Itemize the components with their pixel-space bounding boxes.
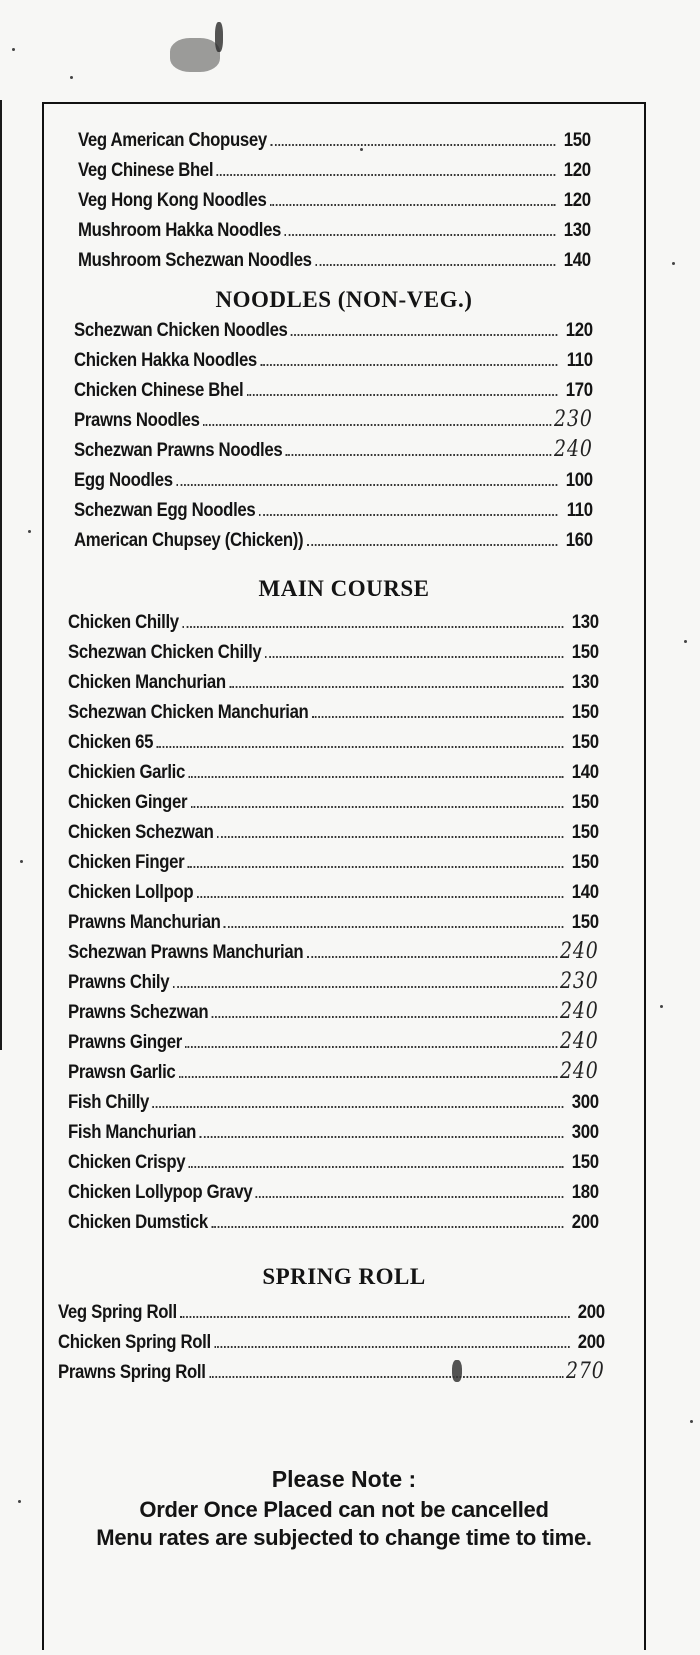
- scan-speck: [12, 48, 15, 51]
- item-price: 150: [571, 911, 599, 933]
- item-price: 150: [571, 731, 599, 753]
- item-price: 150: [571, 641, 599, 663]
- item-price: 140: [571, 881, 599, 903]
- scan-blot: [215, 22, 223, 52]
- menu-item: [68, 664, 599, 694]
- leader-dots: [203, 424, 551, 426]
- menu-item: [68, 724, 599, 754]
- item-name: Chicken Hakka Noodles: [74, 349, 257, 371]
- item-name: Schezwan Chicken Noodles: [74, 319, 288, 341]
- item-price: 120: [565, 319, 593, 341]
- menu-item: [58, 1354, 605, 1384]
- item-price-handwritten: 240: [560, 1029, 599, 1054]
- scan-speck: [672, 262, 675, 265]
- leader-dots: [307, 544, 558, 546]
- item-price: 150: [571, 821, 599, 843]
- menu-item: [68, 1204, 599, 1234]
- item-price-handwritten: 240: [554, 437, 593, 462]
- menu-item: [78, 242, 591, 272]
- menu-item: [58, 1324, 605, 1354]
- leader-dots: [200, 1136, 564, 1138]
- menu-item: [68, 964, 599, 994]
- leader-dots: [284, 234, 555, 236]
- scan-speck: [18, 1500, 21, 1503]
- leader-dots: [211, 1226, 563, 1228]
- item-price: 130: [571, 611, 599, 633]
- item-price: 300: [571, 1091, 599, 1113]
- menu-item: [68, 1174, 599, 1204]
- item-price: 110: [566, 349, 593, 371]
- menu-item: [74, 432, 593, 462]
- leader-dots: [152, 1106, 563, 1108]
- item-name: American Chupsey (Chicken)): [74, 529, 304, 551]
- menu-item: [68, 694, 599, 724]
- veg-noodles-list: [44, 122, 644, 272]
- scan-speck: [660, 1005, 663, 1008]
- leader-dots: [214, 1346, 569, 1348]
- item-price: 300: [571, 1121, 599, 1143]
- menu-item: [68, 784, 599, 814]
- menu-item: [68, 874, 599, 904]
- leader-dots: [185, 1046, 557, 1048]
- item-name: Schezwan Prawns Manchurian: [68, 941, 304, 963]
- item-name: Prawns Noodles: [74, 409, 200, 431]
- note-title: Please Note :: [271, 1466, 417, 1492]
- item-name: Veg Spring Roll: [58, 1301, 177, 1323]
- item-price: 170: [565, 379, 593, 401]
- item-name: Fish Chilly: [68, 1091, 150, 1113]
- scan-edge-left: [0, 100, 2, 1050]
- item-name: Schezwan Prawns Noodles: [74, 439, 283, 461]
- item-name: Chicken Finger: [68, 851, 185, 873]
- item-name: Prawns Manchurian: [68, 911, 221, 933]
- item-name: Schezwan Chicken Manchurian: [68, 701, 309, 723]
- menu-item: [68, 814, 599, 844]
- menu-item: [74, 492, 593, 522]
- leader-dots: [247, 394, 558, 396]
- leader-dots: [179, 1076, 558, 1078]
- leader-dots: [224, 926, 563, 928]
- item-price-handwritten: 270: [565, 1359, 605, 1384]
- menu-item: [74, 462, 593, 492]
- leader-dots: [259, 514, 558, 516]
- item-name: Chicken Manchurian: [68, 671, 226, 693]
- scan-speck: [690, 1420, 693, 1423]
- item-name: Prawns Chily: [68, 971, 170, 993]
- scan-speck: [28, 530, 31, 533]
- leader-dots: [191, 806, 564, 808]
- item-price-handwritten: 230: [554, 407, 593, 432]
- leader-dots: [315, 264, 555, 266]
- menu-item: [68, 1024, 599, 1054]
- item-price: 110: [566, 499, 593, 521]
- item-name: Chicken Crispy: [68, 1151, 186, 1173]
- menu-item: [78, 122, 591, 152]
- leader-dots: [260, 364, 557, 366]
- item-name: Veg Hong Kong Noodles: [78, 189, 267, 211]
- menu-item: [78, 152, 591, 182]
- item-name: Fish Manchurian: [68, 1121, 197, 1143]
- section-heading-noodles-non-veg: NOODLES (NON-VEG.): [215, 287, 473, 312]
- menu-item: [68, 904, 599, 934]
- leader-dots: [212, 1016, 558, 1018]
- item-price: 150: [571, 701, 599, 723]
- item-price: 120: [563, 189, 591, 211]
- item-name: Chickien Garlic: [68, 761, 185, 783]
- scan-blot: [170, 38, 220, 72]
- menu-frame: [42, 102, 646, 1650]
- item-price: 160: [565, 529, 593, 551]
- item-name: Chicken Schezwan: [68, 821, 214, 843]
- item-price: 200: [571, 1211, 599, 1233]
- menu-item: [58, 1294, 605, 1324]
- scan-speck: [684, 640, 687, 643]
- leader-dots: [197, 896, 564, 898]
- menu-item: [68, 934, 599, 964]
- item-price-handwritten: 240: [560, 939, 599, 964]
- please-note-block: [44, 1466, 644, 1551]
- item-name: Prawns Schezwan: [68, 1001, 209, 1023]
- menu-item: [68, 1084, 599, 1114]
- item-price-handwritten: 240: [560, 1059, 599, 1084]
- item-name: Schezwan Egg Noodles: [74, 499, 256, 521]
- item-price: 150: [563, 129, 591, 151]
- item-name: Mushroom Schezwan Noodles: [78, 249, 312, 271]
- item-name: Mushroom Hakka Noodles: [78, 219, 282, 241]
- menu-item: [78, 212, 591, 242]
- menu-item: [74, 522, 593, 552]
- item-price: 140: [563, 249, 591, 271]
- scan-speck: [70, 76, 73, 79]
- leader-dots: [180, 1316, 569, 1318]
- leader-dots: [209, 1376, 563, 1378]
- item-name: Chicken Lollypop Gravy: [68, 1181, 253, 1203]
- leader-dots: [157, 746, 564, 748]
- menu-item: [74, 402, 593, 432]
- item-price: 180: [571, 1181, 599, 1203]
- item-price: 130: [571, 671, 599, 693]
- leader-dots: [173, 986, 558, 988]
- item-name: Chicken Dumstick: [68, 1211, 208, 1233]
- item-price: 200: [577, 1301, 605, 1323]
- item-price: 130: [563, 219, 591, 241]
- item-name: Prawns Ginger: [68, 1031, 182, 1053]
- main-course-list: [44, 604, 644, 1234]
- item-price: 150: [571, 1151, 599, 1173]
- item-price-handwritten: 230: [560, 969, 599, 994]
- menu-item: [78, 182, 591, 212]
- non-veg-noodles-list: [44, 312, 644, 552]
- menu-item: [68, 994, 599, 1024]
- leader-dots: [217, 174, 556, 176]
- menu-item: [68, 604, 599, 634]
- leader-dots: [188, 776, 563, 778]
- leader-dots: [286, 454, 552, 456]
- leader-dots: [291, 334, 557, 336]
- leader-dots: [270, 204, 556, 206]
- leader-dots: [307, 956, 558, 958]
- menu-item: [68, 1054, 599, 1084]
- section-heading-spring-roll: SPRING ROLL: [262, 1264, 426, 1289]
- item-name: Egg Noodles: [74, 469, 173, 491]
- leader-dots: [229, 686, 563, 688]
- item-price: 150: [571, 851, 599, 873]
- leader-dots: [188, 866, 564, 868]
- leader-dots: [176, 484, 557, 486]
- note-line-rates: Menu rates are subjected to change time to time.: [96, 1525, 592, 1550]
- item-name: Schezwan Chicken Chilly: [68, 641, 262, 663]
- leader-dots: [265, 656, 564, 658]
- menu-item: [68, 1114, 599, 1144]
- item-name: Chicken Chinese Bhel: [74, 379, 244, 401]
- item-name: Veg American Chopusey: [78, 129, 267, 151]
- menu-item: [74, 342, 593, 372]
- menu-item: [74, 372, 593, 402]
- item-name: Veg Chinese Bhel: [78, 159, 214, 181]
- item-name: Chicken Chilly: [68, 611, 179, 633]
- menu-item: [68, 754, 599, 784]
- scan-speck: [20, 860, 23, 863]
- item-price: 140: [571, 761, 599, 783]
- section-heading-main-course: MAIN COURSE: [258, 576, 430, 601]
- menu-item: [68, 1144, 599, 1174]
- item-price: 120: [563, 159, 591, 181]
- leader-dots: [312, 716, 564, 718]
- menu-item: [68, 634, 599, 664]
- menu-item: [68, 844, 599, 874]
- leader-dots: [256, 1196, 564, 1198]
- item-name: Prawns Spring Roll: [58, 1361, 206, 1383]
- item-name: Chicken Spring Roll: [58, 1331, 211, 1353]
- menu-item: [74, 312, 593, 342]
- leader-dots: [189, 1166, 564, 1168]
- item-price: 150: [571, 791, 599, 813]
- note-line-cancellation: Order Once Placed can not be cancelled: [139, 1497, 549, 1522]
- item-name: Prawsn Garlic: [68, 1061, 176, 1083]
- item-price: 100: [565, 469, 593, 491]
- leader-dots: [217, 836, 564, 838]
- leader-dots: [182, 626, 563, 628]
- item-price-handwritten: 240: [560, 999, 599, 1024]
- item-name: Chicken 65: [68, 731, 154, 753]
- leader-dots: [270, 144, 555, 146]
- item-price: 200: [577, 1331, 605, 1353]
- item-name: Chicken Ginger: [68, 791, 188, 813]
- item-name: Chicken Lollpop: [68, 881, 194, 903]
- spring-roll-list: [44, 1294, 644, 1384]
